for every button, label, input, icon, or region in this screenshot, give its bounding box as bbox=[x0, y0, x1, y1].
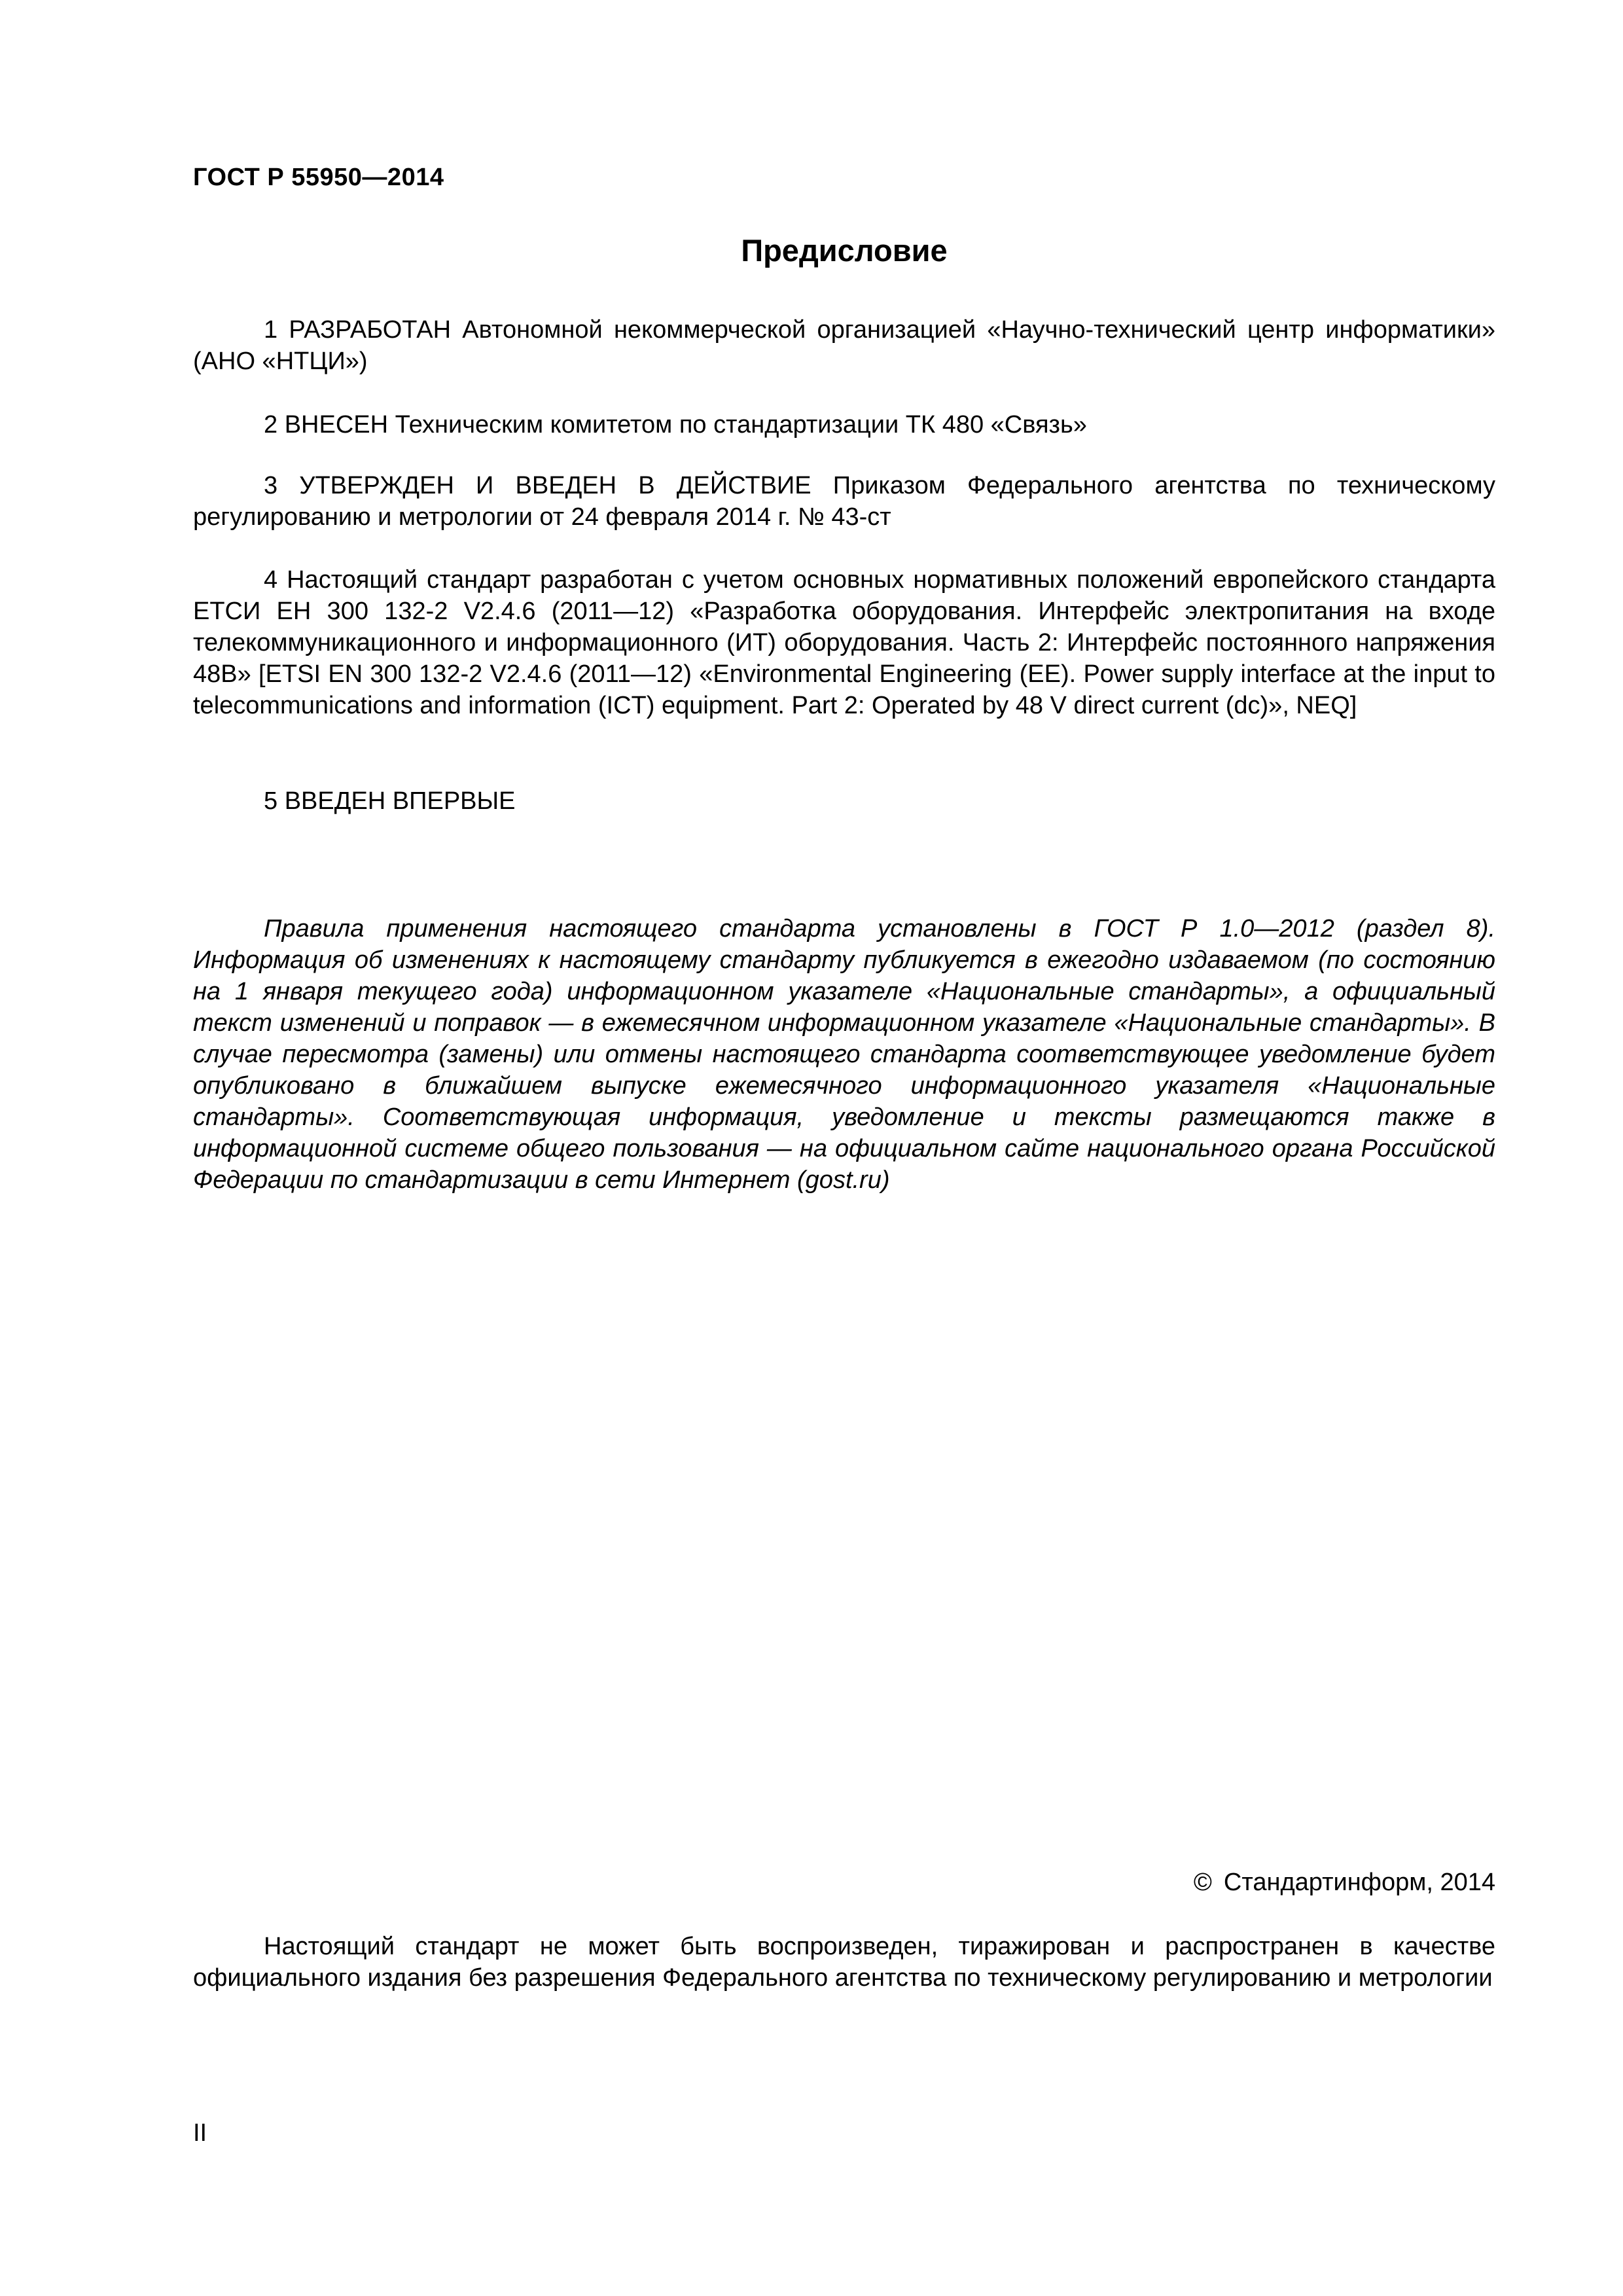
paragraph-text: 4 Настоящий стандарт разработан с учетом основных нормативных положений европейского стандарта ЕТСИ ЕН 300 132-2 V2.4.6 (2011—12) «Разработка оборудования. Интерфейс электропитания на входе телекоммуникационного и информационного (ИТ) оборудования. Часть 2: Интерфейс постоянного напряжения 48В» [ETSI EN 300 132-2 V2.4.6 (2011—12) «Environmental Engineering (EE). Power supply interface at the input to telecommunications and information (ICT) equipment. Part 2: Operated by 48 V direct current (dc)», NEQ] bbox=[193, 566, 1495, 719]
foreword-item-2 bbox=[193, 409, 1495, 440]
paragraph-text: 2 ВНЕСЕН Техническим комитетом по стандартизации ТК 480 «Связь» bbox=[264, 411, 1087, 439]
copyright-line bbox=[193, 1869, 1495, 1897]
foreword-item-3 bbox=[193, 470, 1495, 533]
page-number: II bbox=[193, 2119, 207, 2147]
reproduction-notice: Настоящий стандарт не может быть воспроизведен, тиражирован и распространен в качестве официального издания без разрешения Федерального агентства по техническому регулированию и метрологии bbox=[193, 1933, 1495, 1992]
paragraph-text: 1 РАЗРАБОТАН Автономной некоммерческой организацией «Научно-технический центр информатики» (АНО «НТЦИ») bbox=[193, 316, 1495, 375]
foreword-item-1 bbox=[193, 314, 1495, 377]
copyright-text: Стандартинформ, 2014 bbox=[1223, 1869, 1495, 1896]
foreword-item-5 bbox=[193, 785, 1495, 817]
document-code: ГОСТ Р 55950—2014 bbox=[193, 164, 444, 191]
foreword-item-4 bbox=[193, 564, 1495, 721]
page-title: Предисловие bbox=[741, 233, 948, 268]
application-rules-note: Правила применения настоящего стандарта установлены в ГОСТ Р 1.0—2012 (раздел 8). Информация об изменениях к настоящему стандарту публикуется в ежегодно издаваемом (по состоянию на 1 января текущего года) информационном указателе «Национальные стандарты», а официальный текст изменений и поправок — в ежемесячном информационном указателе «Национальные стандарты». В случае пересмотра (замены) или отмены настоящего стандарта соответствующее уведомление будет опубликовано в ближайшем выпуске ежемесячного информационного указателя «Национальные стандарты». Соответствующая информация, уведомление и тексты размещаются также в информационной системе общего пользования — на официальном сайте национального органа Российской Федерации по стандартизации в сети Интернет (gost.ru) bbox=[193, 915, 1495, 1194]
paragraph-text: 5 ВВЕДЕН ВПЕРВЫЕ bbox=[264, 787, 516, 815]
copyright-icon: © bbox=[1193, 1869, 1212, 1896]
paragraph-text: 3 УТВЕРЖДЕН И ВВЕДЕН В ДЕЙСТВИЕ Приказом Федерального агентства по техническому регулированию и метрологии от 24 февраля 2014 г. № 43-ст bbox=[193, 472, 1495, 531]
